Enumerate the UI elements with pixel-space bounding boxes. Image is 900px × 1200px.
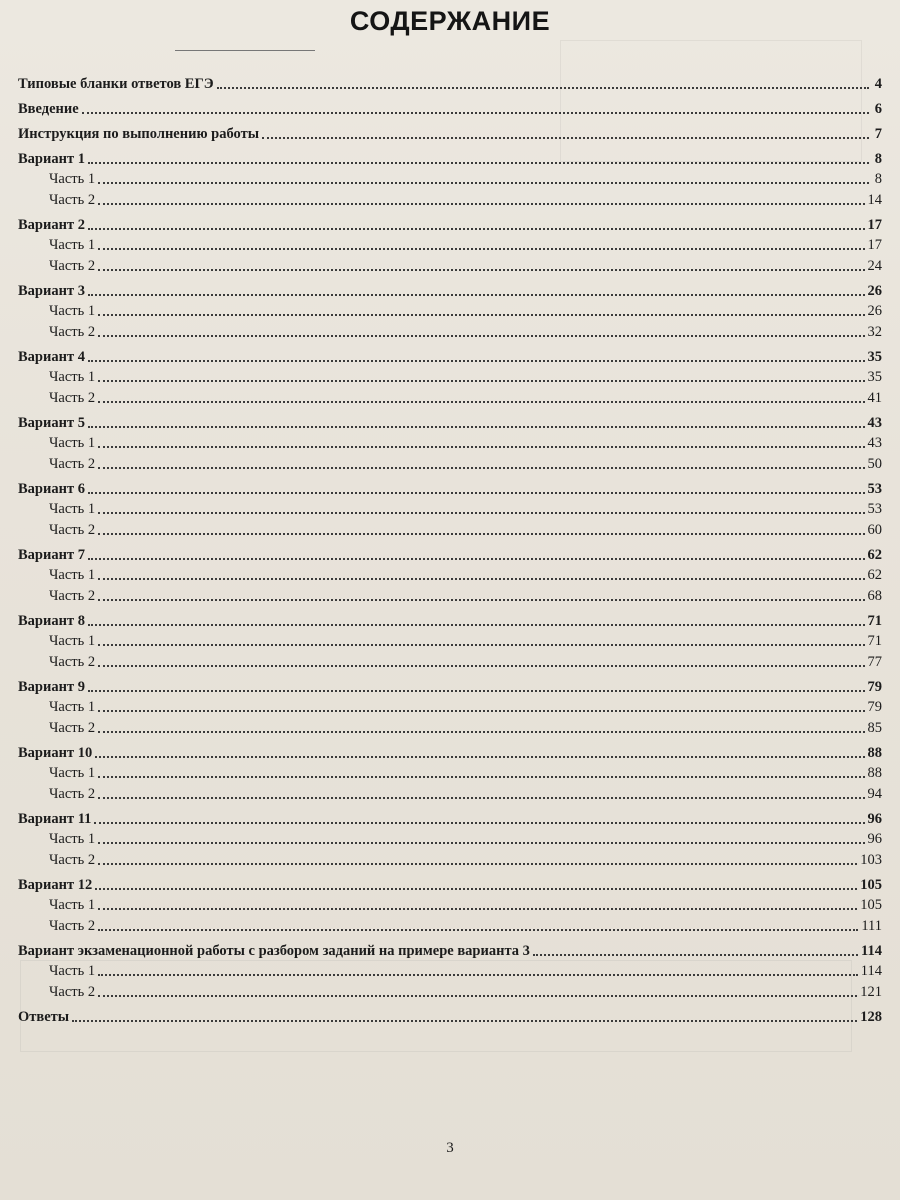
toc-subsection-entry[interactable] xyxy=(18,432,882,453)
dot-leader xyxy=(98,380,864,382)
toc-entry-label: Часть 2 xyxy=(49,785,96,802)
toc-entry-label: Вариант 3 xyxy=(18,282,85,299)
dot-leader xyxy=(98,710,864,712)
toc-section-entry[interactable] xyxy=(18,939,882,960)
dot-leader xyxy=(98,335,864,337)
toc-entry-label: Часть 2 xyxy=(49,521,96,538)
toc-entry-label: Часть 2 xyxy=(49,983,96,1000)
toc-entry-page: 121 xyxy=(860,983,882,1000)
dot-leader xyxy=(98,248,864,250)
toc-entry-page: 41 xyxy=(867,389,882,406)
toc-entry-page: 7 xyxy=(874,125,882,142)
toc-entry-label: Ответы xyxy=(18,1008,70,1025)
toc-entry-label: Часть 2 xyxy=(49,653,96,670)
dot-leader xyxy=(82,112,869,114)
dot-leader xyxy=(98,863,857,865)
toc-entry-label: Часть 1 xyxy=(49,501,96,517)
toc-entry-page: 4 xyxy=(874,75,882,92)
toc-entry-label: Вариант 6 xyxy=(18,480,85,497)
dot-leader xyxy=(98,599,864,601)
dot-leader xyxy=(88,360,865,362)
dot-leader xyxy=(262,137,869,139)
toc-entry-page: 6 xyxy=(874,100,882,117)
dot-leader xyxy=(94,822,864,824)
toc-entry-label: Часть 1 xyxy=(49,963,96,979)
toc-entry-page: 128 xyxy=(860,1008,882,1025)
toc-subsection-entry[interactable] xyxy=(18,762,882,783)
dot-leader xyxy=(98,512,864,514)
toc-entry-label: Часть 2 xyxy=(49,917,96,934)
toc-section-entry[interactable] xyxy=(18,873,882,894)
dot-leader xyxy=(98,974,858,976)
dot-leader xyxy=(98,401,864,403)
toc-subsection-entry[interactable] xyxy=(18,254,882,275)
toc-entry-label: Часть 1 xyxy=(49,897,96,913)
dot-leader xyxy=(98,446,864,448)
toc-entry-label: Введение xyxy=(18,100,79,117)
toc-subsection-entry[interactable] xyxy=(18,630,882,651)
toc-entry-page: 96 xyxy=(867,831,882,847)
toc-subsection-entry[interactable] xyxy=(18,498,882,519)
toc-subsection-entry[interactable] xyxy=(18,848,882,869)
dot-leader xyxy=(88,624,865,626)
toc-entry-label: Вариант 8 xyxy=(18,612,85,629)
toc-entry-label: Часть 1 xyxy=(49,567,96,583)
toc-entry-label: Вариант 1 xyxy=(18,150,85,167)
toc-section-entry[interactable] xyxy=(18,543,882,564)
toc-subsection-entry[interactable] xyxy=(18,188,882,209)
toc-subsection-entry[interactable] xyxy=(18,914,882,935)
toc-subsection-entry[interactable] xyxy=(18,980,882,1001)
dot-leader xyxy=(98,644,864,646)
dot-leader xyxy=(98,533,864,535)
toc-section-entry[interactable] xyxy=(18,279,882,300)
toc-section-entry[interactable] xyxy=(18,411,882,432)
toc-subsection-entry[interactable] xyxy=(18,234,882,255)
toc-entry-label: Часть 1 xyxy=(49,303,96,319)
dot-leader xyxy=(98,929,858,931)
toc-subsection-entry[interactable] xyxy=(18,168,882,189)
toc-section-entry[interactable] xyxy=(18,345,882,366)
toc-entry-label: Вариант 11 xyxy=(18,810,92,827)
toc-section-entry[interactable] xyxy=(18,147,882,168)
toc-entry-label: Часть 1 xyxy=(49,765,96,781)
toc-section-entry[interactable] xyxy=(18,741,882,762)
dot-leader xyxy=(98,467,864,469)
toc-entry-page: 79 xyxy=(867,678,882,695)
toc-entry-label: Часть 1 xyxy=(49,171,96,187)
dot-leader xyxy=(533,954,858,956)
toc-entry-page: 14 xyxy=(867,191,882,208)
toc-entry-label: Часть 2 xyxy=(49,719,96,736)
dot-leader xyxy=(98,776,864,778)
toc-section-entry[interactable] xyxy=(18,807,882,828)
toc-section-entry[interactable] xyxy=(18,122,882,143)
dot-leader xyxy=(88,162,869,164)
toc-entry-label: Часть 2 xyxy=(49,851,96,868)
toc-entry-page: 88 xyxy=(867,744,882,761)
toc-section-entry[interactable] xyxy=(18,97,882,118)
dot-leader xyxy=(217,87,869,89)
toc-entry-page: 94 xyxy=(867,785,882,802)
toc-entry-page: 50 xyxy=(867,455,882,472)
page-title: СОДЕРЖАНИЕ xyxy=(349,6,551,36)
dot-leader xyxy=(98,269,864,271)
dot-leader xyxy=(98,731,864,733)
toc-entry-label: Часть 2 xyxy=(49,191,96,208)
toc-entry-page: 68 xyxy=(867,587,882,604)
toc-entry-page: 26 xyxy=(867,282,882,299)
toc-entry-label: Типовые бланки ответов ЕГЭ xyxy=(18,75,214,92)
toc-entry-label: Часть 2 xyxy=(49,257,96,274)
toc-entry-page: 111 xyxy=(861,917,882,934)
dot-leader xyxy=(98,182,869,184)
dot-leader xyxy=(98,842,864,844)
toc-subsection-entry[interactable] xyxy=(18,716,882,737)
toc-entry-page: 85 xyxy=(867,719,882,736)
toc-entry-page: 8 xyxy=(874,150,882,167)
toc-entry-page: 114 xyxy=(860,963,882,979)
toc-entry-page: 53 xyxy=(867,480,882,497)
toc-subsection-entry[interactable] xyxy=(18,320,882,341)
dot-leader xyxy=(98,995,857,997)
toc-entry-label: Вариант 5 xyxy=(18,414,85,431)
toc-entry-page: 60 xyxy=(867,521,882,538)
toc-entry-page: 17 xyxy=(867,216,882,233)
toc-subsection-entry[interactable] xyxy=(18,518,882,539)
toc-entry-page: 35 xyxy=(867,348,882,365)
toc-subsection-entry[interactable] xyxy=(18,782,882,803)
toc-entry-page: 79 xyxy=(867,699,882,715)
toc-entry-label: Часть 2 xyxy=(49,587,96,604)
toc-subsection-entry[interactable] xyxy=(18,828,882,849)
toc-entry-label: Часть 1 xyxy=(49,369,96,385)
toc-entry-page: 35 xyxy=(867,369,882,385)
toc-subsection-entry[interactable] xyxy=(18,452,882,473)
toc-entry-page: 103 xyxy=(860,851,882,868)
dot-leader xyxy=(88,294,865,296)
toc-entry-page: 62 xyxy=(867,546,882,563)
toc-entry-label: Часть 2 xyxy=(49,389,96,406)
toc-subsection-entry[interactable] xyxy=(18,894,882,915)
toc-section-entry[interactable] xyxy=(18,477,882,498)
toc-entry-label: Часть 1 xyxy=(49,699,96,715)
toc-entry-page: 77 xyxy=(867,653,882,670)
toc-entry-page: 43 xyxy=(867,414,882,431)
toc-entry-page: 114 xyxy=(861,942,882,959)
toc-entry-label: Вариант 12 xyxy=(18,876,93,893)
dot-leader xyxy=(98,908,857,910)
toc-entry-label: Часть 1 xyxy=(49,237,96,253)
toc-subsection-entry[interactable] xyxy=(18,696,882,717)
toc-subsection-entry[interactable] xyxy=(18,650,882,671)
dot-leader xyxy=(88,492,865,494)
toc-entry-label: Вариант 9 xyxy=(18,678,85,695)
dot-leader xyxy=(88,558,865,560)
dot-leader xyxy=(88,228,865,230)
toc-subsection-entry[interactable] xyxy=(18,960,882,981)
dot-leader xyxy=(95,888,857,890)
toc-entry-label: Вариант 7 xyxy=(18,546,85,563)
toc-entry-page: 105 xyxy=(860,897,882,913)
toc-entry-page: 88 xyxy=(867,765,882,781)
dot-leader xyxy=(98,314,864,316)
toc-entry-page: 96 xyxy=(867,810,882,827)
toc-entry-label: Инструкция по выполнению работы xyxy=(18,125,260,142)
dot-leader xyxy=(98,578,864,580)
toc-entry-page: 8 xyxy=(874,171,882,187)
dot-leader xyxy=(88,426,865,428)
toc-entry-page: 62 xyxy=(867,567,882,583)
toc-entry-label: Часть 1 xyxy=(49,831,96,847)
toc-entry-label: Вариант 2 xyxy=(18,216,85,233)
table-of-contents xyxy=(18,72,882,1026)
toc-entry-page: 53 xyxy=(867,501,882,517)
toc-entry-label: Часть 1 xyxy=(49,435,96,451)
toc-entry-page: 71 xyxy=(867,612,882,629)
toc-entry-page: 32 xyxy=(867,323,882,340)
dot-leader xyxy=(88,690,865,692)
toc-entry-label: Вариант экзаменационной работы с разбором заданий на примере варианта 3 xyxy=(18,942,530,959)
toc-section-entry[interactable] xyxy=(18,72,882,93)
page-number: 3 xyxy=(446,1140,454,1156)
toc-entry-page: 43 xyxy=(867,435,882,451)
toc-section-entry[interactable] xyxy=(18,213,882,234)
toc-entry-page: 26 xyxy=(867,303,882,319)
toc-entry-page: 105 xyxy=(860,876,882,893)
toc-subsection-entry[interactable] xyxy=(18,564,882,585)
dot-leader xyxy=(72,1020,857,1022)
toc-section-entry[interactable] xyxy=(18,609,882,630)
dot-leader xyxy=(95,756,864,758)
toc-entry-page: 71 xyxy=(867,633,882,649)
dot-leader xyxy=(98,203,864,205)
toc-section-entry[interactable] xyxy=(18,1005,882,1026)
toc-entry-label: Часть 2 xyxy=(49,455,96,472)
toc-subsection-entry[interactable] xyxy=(18,300,882,321)
toc-entry-label: Часть 2 xyxy=(49,323,96,340)
toc-entry-label: Вариант 10 xyxy=(18,744,93,761)
toc-subsection-entry[interactable] xyxy=(18,584,882,605)
toc-section-entry[interactable] xyxy=(18,675,882,696)
toc-entry-page: 24 xyxy=(867,257,882,274)
dot-leader xyxy=(98,665,864,667)
toc-entry-label: Часть 1 xyxy=(49,633,96,649)
title-underline xyxy=(175,50,315,51)
dot-leader xyxy=(98,797,864,799)
toc-subsection-entry[interactable] xyxy=(18,366,882,387)
toc-entry-page: 17 xyxy=(867,237,882,253)
toc-subsection-entry[interactable] xyxy=(18,386,882,407)
toc-entry-label: Вариант 4 xyxy=(18,348,85,365)
